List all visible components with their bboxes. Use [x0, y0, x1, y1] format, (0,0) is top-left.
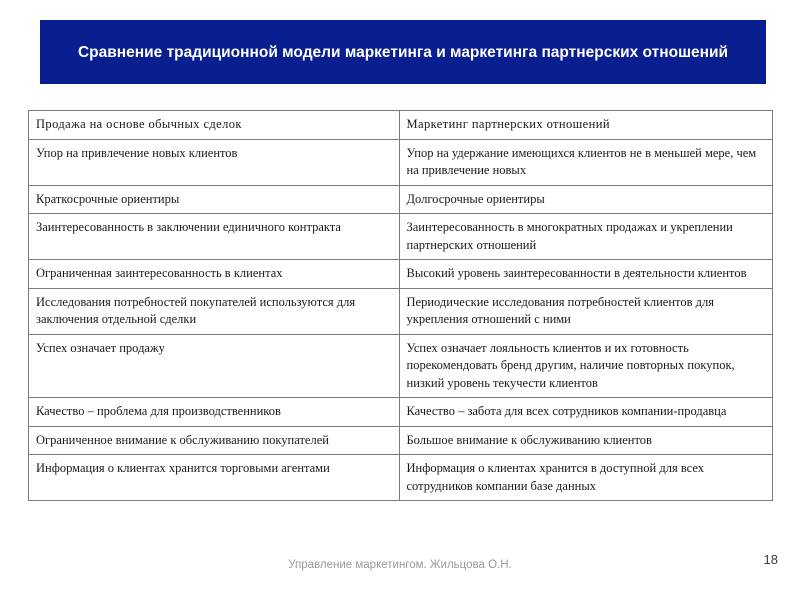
table-row: [29, 260, 773, 289]
header-traditional: Продажа на основе обычных сделок: [29, 111, 400, 140]
table-row: [29, 214, 773, 260]
table-row: [29, 185, 773, 214]
cell-relationship: Высокий уровень заинтересованности в деятельности клиентов: [399, 260, 773, 289]
cell-traditional: Исследования потребностей покупателей используются для заключения отдельной сделки: [29, 288, 400, 334]
cell-relationship: Долгосрочные ориентиры: [399, 185, 773, 214]
page-number: 18: [763, 552, 778, 567]
table-header-row: [29, 111, 773, 140]
cell-traditional: Заинтересованность в заключении единичного контракта: [29, 214, 400, 260]
comparison-table: [28, 110, 773, 501]
cell-traditional: Качество – проблема для производственников: [29, 398, 400, 427]
cell-relationship: Информация о клиентах хранится в доступной для всех сотрудников компании базе данных: [399, 455, 773, 501]
slide-title: Сравнение традиционной модели маркетинга и маркетинга партнерских отношений: [77, 43, 729, 61]
table-row: [29, 139, 773, 185]
cell-relationship: Периодические исследования потребностей клиентов для укрепления отношений с ними: [399, 288, 773, 334]
table-row: [29, 334, 773, 398]
cell-traditional: Упор на привлечение новых клиентов: [29, 139, 400, 185]
cell-traditional: Ограниченная заинтересованность в клиентах: [29, 260, 400, 289]
cell-relationship: Заинтересованность в многократных продажах и укреплении партнерских отношений: [399, 214, 773, 260]
cell-traditional: Информация о клиентах хранится торговыми агентами: [29, 455, 400, 501]
table-row: [29, 426, 773, 455]
cell-relationship: Успех означает лояльность клиентов и их готовность порекомендовать бренд другим, наличие повторных покупок, низкий уровень текучести клиентов: [399, 334, 773, 398]
cell-traditional: Краткосрочные ориентиры: [29, 185, 400, 214]
cell-traditional: Ограниченное внимание к обслуживанию покупателей: [29, 426, 400, 455]
table-row: [29, 288, 773, 334]
table-row: [29, 398, 773, 427]
title-banner: [40, 20, 766, 84]
cell-relationship: Упор на удержание имеющихся клиентов не в меньшей мере, чем на привлечение новых: [399, 139, 773, 185]
cell-relationship: Большое внимание к обслуживанию клиентов: [399, 426, 773, 455]
header-relationship: Маркетинг партнерских отношений: [399, 111, 773, 140]
cell-traditional: Успех означает продажу: [29, 334, 400, 398]
slide-footer: Управление маркетингом. Жильцова О.Н.: [288, 559, 512, 571]
cell-relationship: Качество – забота для всех сотрудников компании-продавца: [399, 398, 773, 427]
table-row: [29, 455, 773, 501]
